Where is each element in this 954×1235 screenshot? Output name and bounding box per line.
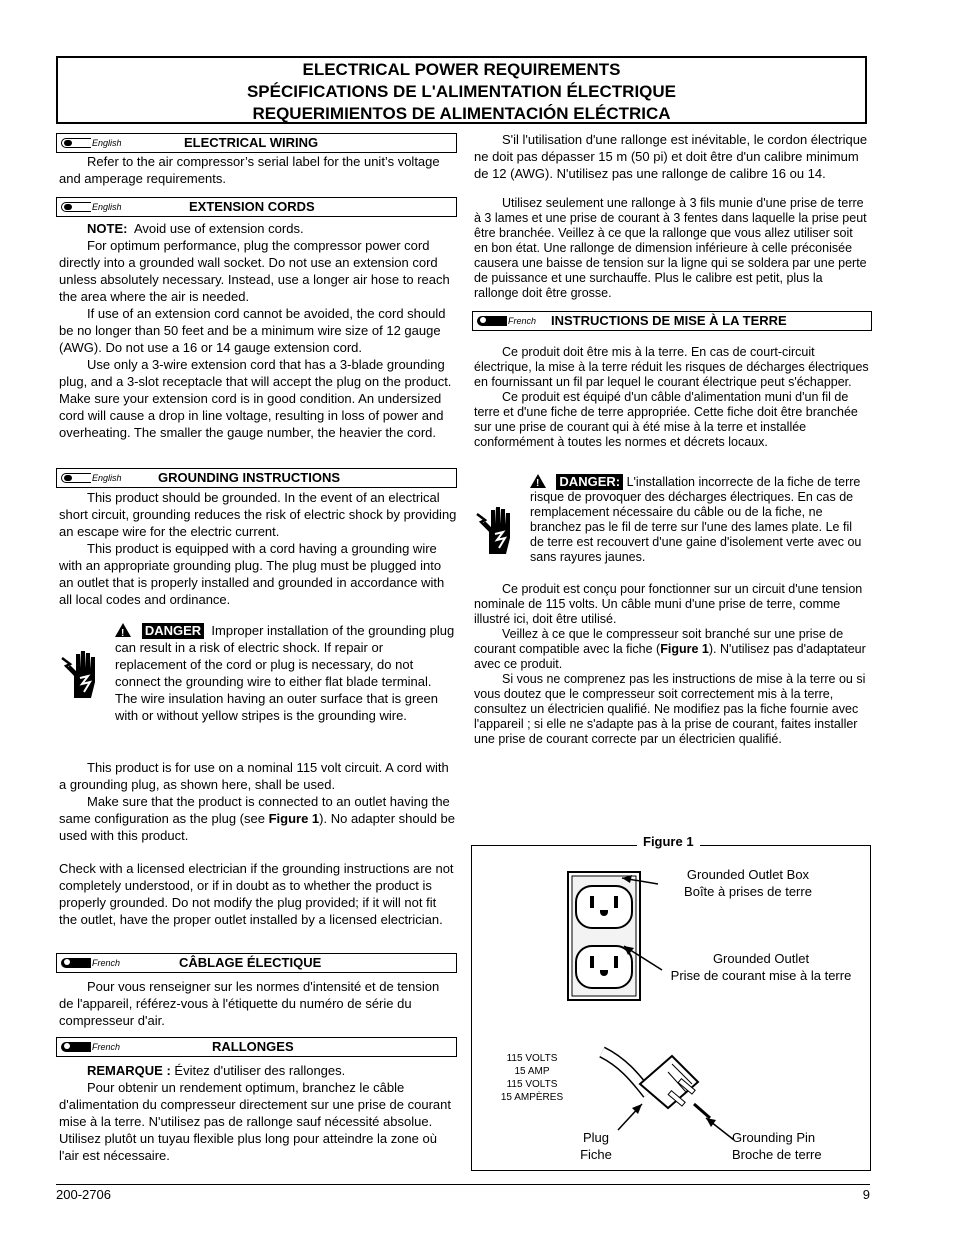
title-english: ELECTRICAL POWER REQUIREMENTS	[302, 60, 621, 79]
plug-rating-label: 115 VOLTS 15 AMP 115 VOLTS 15 AMPÈRES	[500, 1053, 564, 1103]
section-bar-rallonges	[56, 1037, 457, 1057]
warning-triangle-icon	[530, 474, 546, 488]
danger-warning-french: ! DANGER: L'installation incorrecte de la fiche de terre risque de provoquer des décharges électriques. En cas de remplacement nécessaire du câble ou de la fiche, ne branchez pas le fil de terre sur l'une des lames plate. Le fil de terre est recouvert d'une gaine d'isolement verte avec ou sans rayures jaunes.	[530, 474, 868, 565]
section-heading: EXTENSION CORDS	[189, 199, 315, 214]
danger-warning-english: ! DANGER Improper installation of the grounding plug can result in a risk of electric shock. If repair or replacement of the cord or plug is necessary, do not connect the grounding wire to either flat blade terminal. The wire insulation having an outer surface that is green with or without yellow stripes is the grounding wire.	[115, 622, 455, 724]
electric-shock-hand-icon	[60, 646, 104, 702]
rallonges-body: REMARQUE : Évitez d'utiliser des rallonges. Pour obtenir un rendement optimum, branchez le câble d'alimentation du compresseur directement sur une prise de courant mise à la terre. N'utilisez pas de rallonge sauf nécessité absolue. Utilisez plutôt un tuyau flexible plus long pour atteindre la zone où l'air est nécessaire.	[59, 1063, 451, 1163]
language-tag-english: English	[61, 200, 123, 214]
cablage-body: Pour vous renseigner sur les normes d'intensité et de tension de l'appareil, référez-vous à l'étiquette du numéro de série du compresseur d'air.	[59, 979, 440, 1028]
grounding-electrician-note: Check with a licensed electrician if the grounding instructions are not completely understood, or if in doubt as to whether the product is properly grounded. Do not modify the plug provided; if it will not fit the outlet, have the proper outlet installed by a licensed electrician.	[59, 861, 454, 927]
section-bar-mise-a-la-terre	[472, 311, 872, 331]
plug-label: Plug Fiche	[580, 1130, 612, 1162]
grounding-body-continued: This product is for use on a nominal 115 volt circuit. A cord with a grounding plug, as shown here, shall be used. Make sure that the product is connected to an outlet having the same configuration as the plug (see Figure 1). No adapter should be used with this product.	[59, 760, 456, 843]
language-tag-french: French	[477, 314, 539, 328]
title-french: SPÉCIFICATIONS DE L'ALIMENTATION ÉLECTRIQUE	[246, 82, 677, 101]
warning-triangle-icon	[115, 623, 131, 637]
section-heading: CÂBLAGE ÉLECTIQUE	[179, 955, 322, 970]
danger-badge: DANGER	[142, 623, 204, 639]
language-tag-french: French	[61, 1040, 123, 1054]
section-heading: GROUNDING INSTRUCTIONS	[158, 470, 340, 485]
outlet-box-label: Grounded Outlet Box Boîte à prises de terre	[684, 867, 812, 899]
section-bar-extension-cords	[56, 197, 457, 217]
language-tag-french: French	[61, 956, 123, 970]
electric-shock-hand-icon	[475, 502, 519, 558]
mise-a-la-terre-body-continued: Ce produit est conçu pour fonctionner sur un circuit d'une tension nominale de 115 volts. Un câble muni d'une prise de terre, comme illustré ici, doit être utilisé. Veillez à ce que le compresseur soit branché sur une prise de courant compatible avec la fiche (Figure 1). N'utilisez pas d'adaptateur avec ce produit. Si vous ne comprenez pas les instructions de mise à la terre ou si vous doutez que le compresseur soit correctement mis à la terre, consultez un électricien qualifié. Ne modifiez pas la fiche fournie avec l'appareil ; si elle ne s'adapte pas à la prise de courant, faites installer une prise de courant correcte par un électricien qualifié.	[474, 582, 866, 746]
section-heading: RALLONGES	[212, 1039, 294, 1054]
danger-badge: DANGER:	[556, 474, 623, 490]
grounding-pin-label: Grounding Pin Broche de terre	[732, 1130, 822, 1162]
section-bar-cablage	[56, 953, 457, 973]
mise-a-la-terre-body: Ce produit doit être mis à la terre. En cas de court-circuit électrique, la mise à la terre réduit les risques de décharges électriques en fournissant un fil par lequel le courant électrique peut s'échapper. Ce produit est équipé d'un câble d'alimentation muni d'un fil de terre et d'une fiche de terre appropriée. Cette fiche doit être branchée sur une prise de courant qui à été mise à la terre et installée conformément à toutes les normes et décrets locaux.	[474, 345, 869, 449]
figure-title: Figure 1	[637, 834, 700, 849]
section-bar-grounding	[56, 468, 457, 488]
page-number: 9	[862, 1187, 870, 1202]
section-heading: ELECTRICAL WIRING	[184, 135, 319, 150]
grounding-body: This product should be grounded. In the event of an electrical short circuit, grounding reduces the risk of electric shock by providing an escape wire for the electric current. This product is equipped with a cord having a grounding wire with an appropriate grounding plug. The plug must be plugged into an outlet that is properly installed and grounded in accordance with all local codes and ordinance.	[59, 490, 457, 607]
language-tag-english: English	[61, 136, 123, 150]
page-footer	[56, 1184, 870, 1202]
extension-cords-body: NOTE: Avoid use of extension cords. For optimum performance, plug the compressor power cord directly into a grounded wall socket. Do not use an extension cord unless absolutely necessary. Instead, use a longer air hose to reach the area where the air is needed. If use of an extension cord cannot be avoided, the cord should be no longer than 50 feet and be a minimum wire size of 12 gauge (AWG). Do not use a 16 or 14 gauge extension cord. Use only a 3-wire extension cord that has a 3-blade grounding plug, and a 3-slot receptacle that will accept the plug on the product. Make sure your extension cord is in good condition. An undersized cord will cause a drop in line voltage, resulting in loss of power and overheating. The smaller the gauge number, the heavier the cord.	[59, 221, 452, 440]
grounded-outlet-label: Grounded Outlet Prise de courant mise à la terre	[670, 951, 852, 983]
title-spanish: REQUERIMIENTOS DE ALIMENTACIÓN ELÉCTRICA	[252, 104, 671, 123]
rallonges-continued-body: S'il l'utilisation d'une rallonge est inévitable, le cordon électrique ne doit pas dépasser 15 m (50 pi) et doit être d'un calibre minimum de 12 (AWG). N'utilisez pas une rallonge de calibre 16 ou 14.	[474, 132, 868, 181]
page-title-box	[56, 56, 867, 124]
section-bar-electrical-wiring	[56, 133, 457, 153]
language-tag-english: English	[61, 471, 123, 485]
section-heading: INSTRUCTIONS DE MISE À LA TERRE	[551, 313, 787, 328]
electrical-wiring-body: Refer to the air compressor’s serial label for the unit’s voltage and amperage requirements.	[59, 154, 440, 186]
document-number: 200-2706	[56, 1187, 111, 1202]
rallonges-continued-body-2: Utilisez seulement une rallonge à 3 fils munie d'une prise de terre à 3 lames et une prise de courant à 3 fentes dans laquelle la prise peut être branchée. Veillez à ce que la rallonge que vous allez utiliser soit en bon état. Une rallonge de dimension inférieure à celle préconisée causera une baisse de tension sur la ligne qui se soldera par une perte de puissance et une surchauffe. Plus le calibre est petit, plus la rallonge doit être grosse.	[474, 196, 867, 300]
